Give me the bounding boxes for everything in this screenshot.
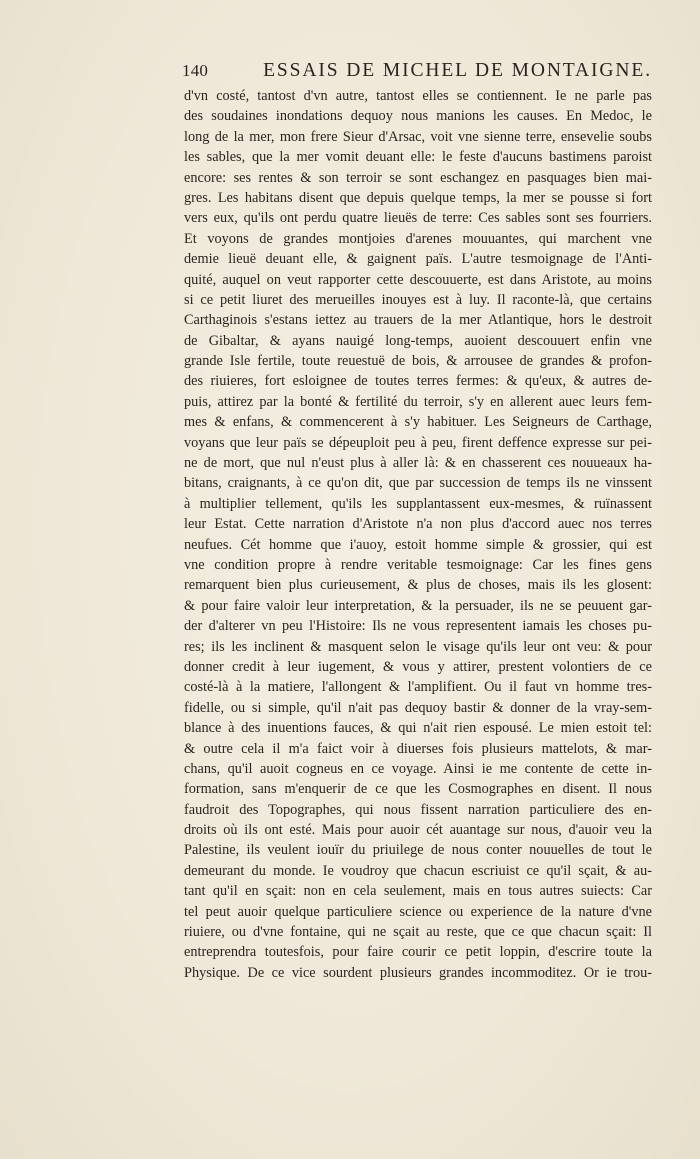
text-line: d'vn costé, tantost d'vn autre, tantost elles se contiennent. Ie ne parle pas	[184, 88, 652, 104]
text-line: costé-là à la matiere, l'allongent & l'amplifient. Ou il faut vn homme tres-	[184, 679, 652, 696]
text-line: des riuieres, fort esloignee de toutes terres fermes: & qu'eux, & autres de-	[184, 373, 652, 390]
text-line: demie lieuë deuant elle, & gaignent païs. L'autre tesmoignage de l'Anti-	[184, 251, 652, 268]
text-line: der d'alterer vn peu l'Histoire: Ils ne vous representent iamais les choses pu-	[184, 618, 652, 635]
text-line: mes & enfans, & commencerent à s'y habituer. Les Seigneurs de Carthage,	[184, 414, 652, 431]
text-line: Palestine, ils veulent iouïr du priuilege de nous conter nouuelles de tout le	[184, 842, 652, 859]
text-line: droits où ils ont esté. Mais pour auoir cét auantage sur nous, d'auoir veu la	[184, 822, 652, 839]
running-head	[182, 60, 652, 86]
text-line: ne de mort, que nul n'eust plus à aller là: & en chasserent ces nouueaux ha-	[184, 455, 652, 472]
text-line: les sables, que la mer vomit deuant elle: le feste d'aucuns bastimens paroist	[184, 149, 652, 166]
text-line: entreprendra toutesfois, pour faire courir ce petit loppin, d'escrire toute la	[184, 944, 652, 961]
text-line: vers eux, qu'ils ont perdu quatre lieuës de terre: Ces sables sont ses fourriers.	[184, 210, 652, 227]
text-line: formation, sans m'enquerir de ce que les Cosmographes en disent. Il nous	[184, 781, 652, 798]
text-line: si ce petit liuret des merueilles inouyes est à luy. Il raconte-là, que certains	[184, 291, 652, 308]
page-number: 140	[182, 61, 209, 80]
text-line: vne condition propre à rendre veritable tesmoignage: Car les fines gens	[184, 556, 652, 573]
text-line: des soudaines inondations dequoy nous manions les causes. En Medoc, le	[184, 108, 652, 125]
text-line: demeurant du monde. Ie voudroy que chacun escriuist ce qu'il sçait, & au-	[184, 862, 652, 879]
text-line: de Gibaltar, & ayans nauigé long-temps, auoient descouuert enfin vne	[184, 332, 652, 349]
text-line: & pour faire valoir leur interpretation, & la persuader, ils ne se peuuent gar-	[184, 597, 652, 614]
text-line: neufues. Cét homme que i'auoy, estoit homme simple & grossier, qui est	[184, 536, 652, 553]
text-line: puis, attirez par la bonté & fertilité du terroir, s'y en allerent auec leurs fem-	[184, 393, 652, 410]
text-line: encore: ses rentes & son terroir se sont eschangez en pasquages bien mai-	[184, 169, 652, 186]
text-line: grande Isle fertile, toute reuestuë de bois, & arrousee de grandes & profon-	[184, 353, 652, 370]
text-line: tant qu'il en sçait: non en cela seulement, mais en tous autres suiects: Car	[184, 883, 652, 900]
text-line: leur Estat. Cette narration d'Aristote n'a non plus d'accord auec nos terres	[184, 516, 652, 533]
text-line: res; ils les inclinent & masquent selon le visage qu'ils leur ont veu: & pour	[184, 638, 652, 655]
text-line: donner credit à leur iugement, & vous y attirer, prestent volontiers de ce	[184, 658, 652, 675]
text-line: tel peut auoir quelque particuliere science ou experience de la nature d'vne	[184, 903, 652, 920]
running-title: ESSAIS DE MICHEL DE MONTAIGNE.	[263, 60, 652, 81]
text-line: voyans que leur païs se dépeuploit peu à peu, firent deffence expresse sur pei-	[184, 434, 652, 451]
body-text	[184, 86, 652, 983]
text-line: long de la mer, mon frere Sieur d'Arsac, voit vne sienne terre, ensevelie soubs	[184, 128, 652, 145]
text-line: bitans, craignants, à ce qu'on dit, que par succession de temps ils ne vinssent	[184, 475, 652, 492]
text-line: blance à des inuentions fauces, & qui n'ait rien espousé. Le mien estoit tel:	[184, 720, 652, 737]
text-line: Carthaginois s'estans iettez au trauers de la mer Atlantique, hors le destroit	[184, 312, 652, 329]
text-line: riuiere, ou d'vne fontaine, qui ne sçait au reste, que ce que chacun sçait: Il	[184, 924, 652, 941]
text-line: Et voyons de grandes montjoies d'arenes mouuantes, qui marchent vne	[184, 230, 652, 247]
text-line: Physique. De ce vice sourdent plusieurs grandes incommoditez. Or ie trou-	[184, 964, 652, 981]
text-line: faudroit des Topographes, qui nous fissent narration particuliere des en-	[184, 801, 652, 818]
text-line: quité, auquel on veut rapporter cette descouuerte, est dans Aristote, au moins	[184, 271, 652, 288]
text-line: fidelle, ou si simple, qu'il n'ait pas dequoy bastir & donner de la vray-sem-	[184, 699, 652, 716]
text-line: gres. Les habitans disent que depuis quelque temps, la mer se pousse si fort	[184, 189, 652, 206]
text-line: à multiplier tellement, qu'ils les supplantassent eux-mesmes, & ruïnassent	[184, 495, 652, 512]
text-line: & outre cela il m'a faict voir à diuerses fois plusieurs mattelots, & mar-	[184, 740, 652, 757]
text-line: remarquent bien plus curieusement, & plus de choses, mais ils les glosent:	[184, 577, 652, 594]
text-line: chans, qu'il auoit cogneus en ce voyage. Ainsi ie me contente de cette in-	[184, 760, 652, 777]
